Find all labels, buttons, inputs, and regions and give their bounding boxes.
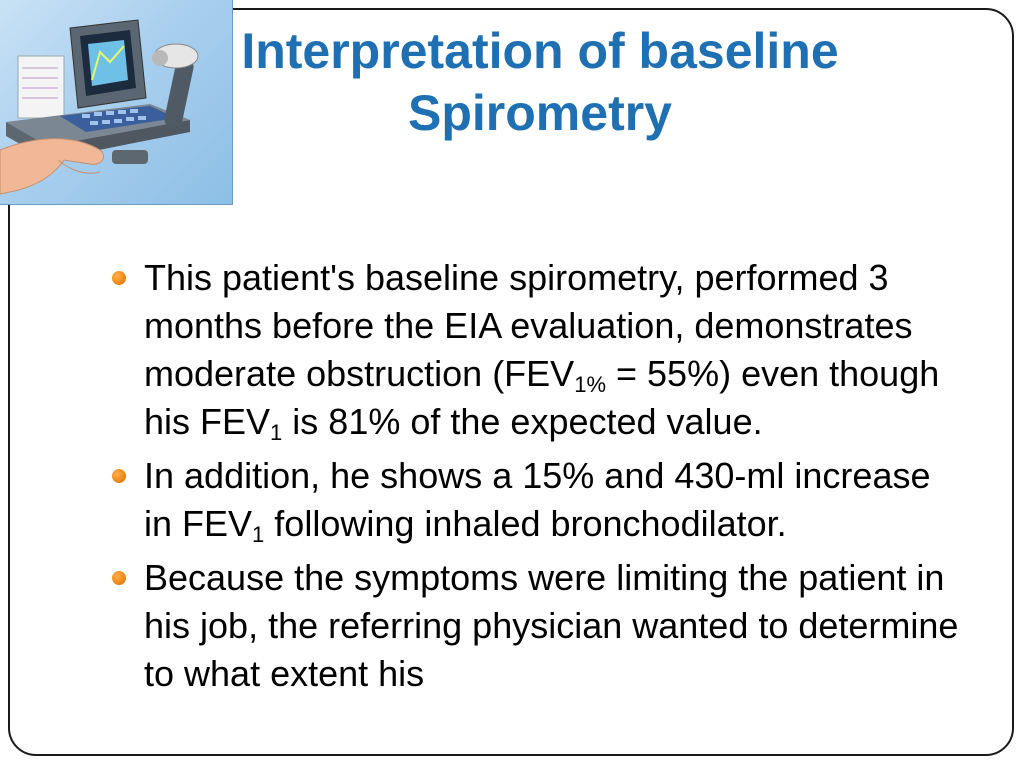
bullet-1-text-a: This patient's baseline spirometry, performed 3 months before the EIA evaluation, demonstrates moderate obstruction (FEV bbox=[144, 257, 913, 394]
spirometer-illustration bbox=[0, 0, 232, 204]
bullet-item-2 bbox=[108, 452, 968, 548]
bullet-2-text-b: following inhaled bronchodilator. bbox=[264, 503, 787, 544]
bullet-list bbox=[108, 254, 968, 704]
bullet-1-text-b: = 55%) even though his FEV bbox=[144, 353, 940, 442]
bullet-icon bbox=[112, 571, 126, 585]
bullet-3-text: Because the symptoms were limiting the patient in his job, the referring physician wanted to determine to what extent his bbox=[144, 557, 959, 694]
bullet-icon bbox=[112, 469, 126, 483]
title-line-2: Spirometry bbox=[408, 85, 672, 141]
bullet-item-1 bbox=[108, 254, 968, 446]
bullet-1-subscript-b: 1 bbox=[270, 420, 283, 445]
title-line-1: Interpretation of baseline bbox=[241, 23, 839, 79]
bullet-1-subscript-a: 1% bbox=[574, 372, 606, 397]
bullet-icon bbox=[112, 271, 126, 285]
bullet-2-subscript: 1 bbox=[252, 522, 265, 547]
spirometer-photo bbox=[0, 0, 233, 205]
slide-title bbox=[200, 20, 880, 144]
bullet-1-text-c: is 81% of the expected value. bbox=[282, 401, 763, 442]
bullet-2-text-a: In addition, he shows a 15% and 430-ml increase in FEV bbox=[144, 455, 931, 544]
bullet-item-3 bbox=[108, 554, 968, 698]
